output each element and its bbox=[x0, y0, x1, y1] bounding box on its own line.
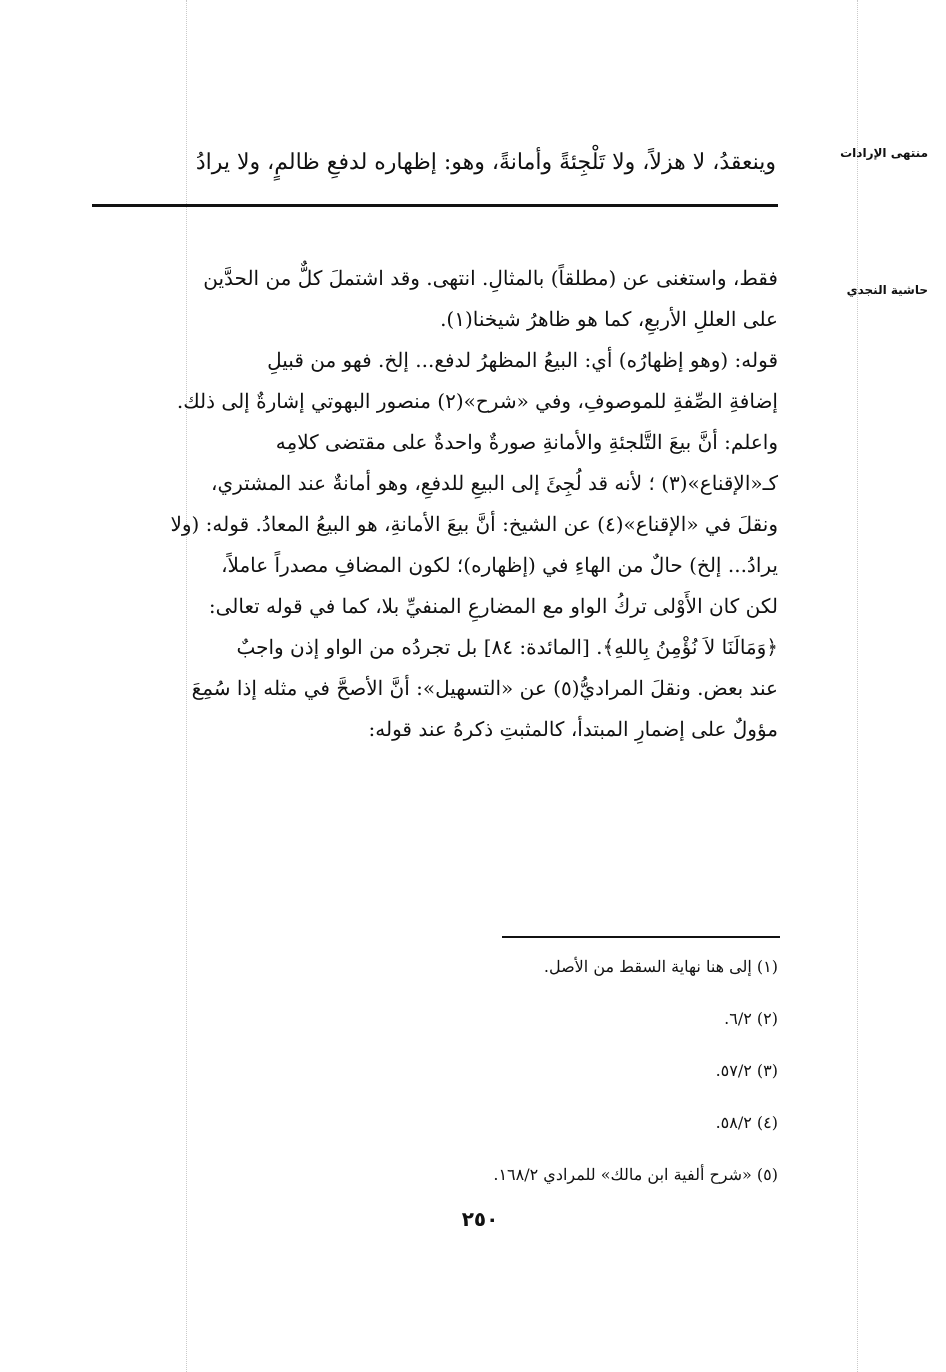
body-line: يرادُ... إلخ) حالٌ من الهاءِ في (إظهاره)؛ لكون المضافِ مصدراً عاملاً، bbox=[221, 553, 778, 577]
body-line: واعلم: أنَّ بيعَ التَّلجئةِ والأمانةِ صورةٌ واحدةٌ على مقتضى كلامِه bbox=[275, 430, 778, 454]
body-line: على العللِ الأربعِ، كما هو ظاهرُ شيخنا(١). bbox=[440, 307, 778, 331]
body-line: كـ«الإقناع»(٣) ؛ لأنه قد لُجِئَ إلى البيعِ للدفعِ، وهو أمانةٌ عند المشتري، bbox=[211, 471, 778, 495]
footnote-rule bbox=[502, 936, 780, 938]
running-header-title: منتهى الإرادات bbox=[840, 146, 928, 160]
scan-dotted-line bbox=[857, 0, 858, 1372]
body-line: ﴿وَمَالَنَا لاَ نُؤْمِنُ بِاللهِ﴾. [المائدة: ٨٤] بل تجردُه من الواو إذن واجبٌ bbox=[236, 635, 778, 659]
commentary-body bbox=[88, 258, 778, 750]
body-line: فقط، واستغنى عن (مطلقاً) بالمثالِ. انتهى. وقد اشتملَ كلٌّ من الحدَّين bbox=[203, 266, 778, 290]
footnote: (٣) ٥٧/٢. bbox=[715, 1061, 778, 1080]
commentary-label: حاشية النجدي bbox=[846, 283, 928, 297]
matn-text: وينعقدُ، لا هزلاً، ولا تَلْجِئةً وأمانةً، وهو: إظهاره لدفعِ ظالمٍ، ولا يرادُ bbox=[195, 150, 776, 175]
footnotes bbox=[178, 955, 778, 1215]
page-number: ٢٥٠ bbox=[461, 1207, 499, 1231]
body-line: لكن كان الأَوْلى تركُ الواو مع المضارعِ المنفيِّ بلا، كما في قوله تعالى: bbox=[208, 594, 778, 618]
body-line: ونقلَ في «الإقناع»(٤) عن الشيخ: أنَّ بيعَ الأمانةِ، هو البيعُ المعادُ. قوله: (ولا bbox=[170, 512, 778, 536]
separator-rule bbox=[92, 204, 778, 207]
body-line: عند بعض. ونقلَ المراديُّ(٥) عن «التسهيل»: أنَّ الأصحَّ في مثله إذا سُمِعَ bbox=[191, 676, 778, 700]
footnote: (٤) ٥٨/٢. bbox=[715, 1113, 778, 1132]
footnote: (١) إلى هنا نهاية السقط من الأصل. bbox=[543, 957, 778, 976]
body-line: مؤولٌ على إضمارِ المبتدأ، كالمثبتِ ذكرهُ عند قوله: bbox=[368, 717, 778, 741]
body-line: إضافةِ الصِّفةِ للموصوفِ، وفي «شرح»(٢) منصور البهوتي إشارةٌ إلى ذلك. bbox=[176, 389, 778, 413]
footnote: (٢) ٦/٢. bbox=[724, 1009, 778, 1028]
body-line: قوله: (وهو إظهارُه) أي: البيعُ المظهرُ لدفع... إلخ. فهو من قبيلِ bbox=[267, 348, 778, 372]
footnote: (٥) «شرح ألفية ابن مالك» للمرادي ١٦٨/٢. bbox=[493, 1165, 778, 1184]
